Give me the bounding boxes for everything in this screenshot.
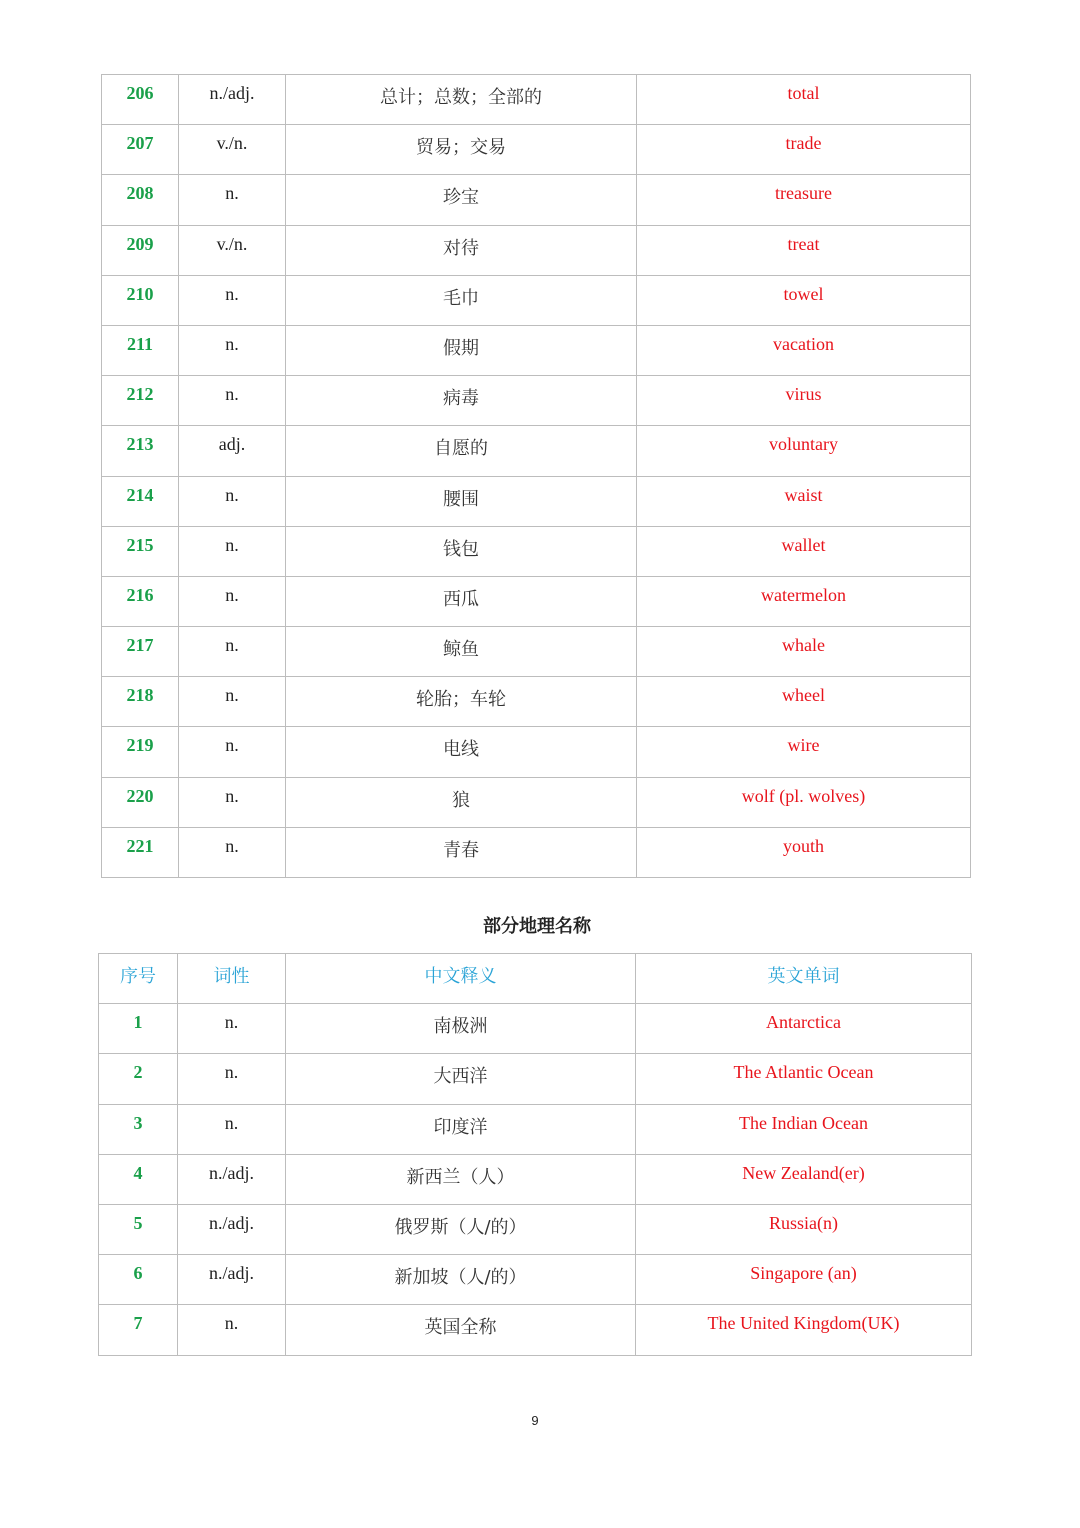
table-row: [99, 1054, 972, 1104]
page-number: 9: [531, 1413, 539, 1428]
part-of-speech: v./n.: [179, 125, 286, 175]
part-of-speech: n.: [179, 526, 286, 576]
table-row: [102, 325, 971, 375]
part-of-speech: n.: [179, 627, 286, 677]
english-word: vacation: [637, 325, 971, 375]
table-row: [99, 1255, 972, 1305]
row-number: 215: [102, 526, 179, 576]
table-row: [102, 526, 971, 576]
part-of-speech: n.: [179, 175, 286, 225]
row-number: 217: [102, 627, 179, 677]
english-word: waist: [637, 476, 971, 526]
english-word: total: [637, 75, 971, 125]
english-word: treasure: [637, 175, 971, 225]
english-word: whale: [637, 627, 971, 677]
geography-header-row: [99, 954, 972, 1004]
chinese-meaning: 新西兰（人）: [286, 1154, 636, 1204]
row-number: 3: [99, 1104, 178, 1154]
row-number: 210: [102, 275, 179, 325]
chinese-meaning: 新加坡（人/的）: [286, 1255, 636, 1305]
part-of-speech: n./adj.: [179, 75, 286, 125]
header-number: 序号: [99, 954, 178, 1004]
chinese-meaning: 假期: [286, 325, 637, 375]
row-number: 207: [102, 125, 179, 175]
vocabulary-table-body: [102, 75, 971, 878]
part-of-speech: n.: [178, 1054, 286, 1104]
header-english-word: 英文单词: [636, 954, 972, 1004]
chinese-meaning: 俄罗斯（人/的）: [286, 1204, 636, 1254]
row-number: 214: [102, 476, 179, 526]
part-of-speech: n./adj.: [178, 1154, 286, 1204]
english-word: trade: [637, 125, 971, 175]
english-word: The United Kingdom(UK): [636, 1305, 972, 1355]
english-word: Russia(n): [636, 1204, 972, 1254]
row-number: 6: [99, 1255, 178, 1305]
header-chinese-meaning: 中文释义: [286, 954, 636, 1004]
chinese-meaning: 钱包: [286, 526, 637, 576]
english-word: The Atlantic Ocean: [636, 1054, 972, 1104]
english-word: virus: [637, 376, 971, 426]
english-word: New Zealand(er): [636, 1154, 972, 1204]
part-of-speech: v./n.: [179, 225, 286, 275]
chinese-meaning: 毛巾: [286, 275, 637, 325]
part-of-speech: n.: [179, 376, 286, 426]
table-row: [102, 225, 971, 275]
part-of-speech: n.: [178, 1305, 286, 1355]
chinese-meaning: 青春: [286, 827, 637, 877]
chinese-meaning: 病毒: [286, 376, 637, 426]
part-of-speech: n./adj.: [178, 1255, 286, 1305]
english-word: Antarctica: [636, 1004, 972, 1054]
part-of-speech: n.: [179, 325, 286, 375]
english-word: treat: [637, 225, 971, 275]
table-row: [102, 777, 971, 827]
table-row: [102, 627, 971, 677]
row-number: 1: [99, 1004, 178, 1054]
english-word: The Indian Ocean: [636, 1104, 972, 1154]
english-word: youth: [637, 827, 971, 877]
row-number: 212: [102, 376, 179, 426]
table-row: [102, 75, 971, 125]
chinese-meaning: 西瓜: [286, 576, 637, 626]
english-word: towel: [637, 275, 971, 325]
part-of-speech: adj.: [179, 426, 286, 476]
row-number: 7: [99, 1305, 178, 1355]
part-of-speech: n.: [179, 827, 286, 877]
chinese-meaning: 英国全称: [286, 1305, 636, 1355]
part-of-speech: n./adj.: [178, 1204, 286, 1254]
part-of-speech: n.: [179, 476, 286, 526]
row-number: 219: [102, 727, 179, 777]
part-of-speech: n.: [178, 1004, 286, 1054]
table-row: [102, 275, 971, 325]
section-title: 部分地理名称: [483, 916, 591, 937]
english-word: wheel: [637, 677, 971, 727]
row-number: 220: [102, 777, 179, 827]
row-number: 4: [99, 1154, 178, 1204]
table-row: [102, 376, 971, 426]
chinese-meaning: 腰围: [286, 476, 637, 526]
part-of-speech: n.: [179, 275, 286, 325]
chinese-meaning: 贸易；交易: [286, 125, 637, 175]
english-word: wolf (pl. wolves): [637, 777, 971, 827]
table-row: [102, 175, 971, 225]
table-row: [102, 125, 971, 175]
english-word: Singapore (an): [636, 1255, 972, 1305]
row-number: 221: [102, 827, 179, 877]
table-row: [99, 1204, 972, 1254]
row-number: 209: [102, 225, 179, 275]
part-of-speech: n.: [178, 1104, 286, 1154]
table-row: [102, 426, 971, 476]
table-row: [99, 1305, 972, 1355]
english-word: watermelon: [637, 576, 971, 626]
table-row: [102, 827, 971, 877]
chinese-meaning: 鲸鱼: [286, 627, 637, 677]
part-of-speech: n.: [179, 727, 286, 777]
table-row: [102, 476, 971, 526]
table-row: [102, 727, 971, 777]
row-number: 218: [102, 677, 179, 727]
row-number: 208: [102, 175, 179, 225]
table-row: [102, 576, 971, 626]
table-row: [102, 677, 971, 727]
english-word: wallet: [637, 526, 971, 576]
row-number: 213: [102, 426, 179, 476]
row-number: 216: [102, 576, 179, 626]
vocabulary-table: [101, 74, 971, 878]
chinese-meaning: 电线: [286, 727, 637, 777]
row-number: 2: [99, 1054, 178, 1104]
part-of-speech: n.: [179, 677, 286, 727]
chinese-meaning: 珍宝: [286, 175, 637, 225]
chinese-meaning: 狼: [286, 777, 637, 827]
row-number: 211: [102, 325, 179, 375]
english-word: voluntary: [637, 426, 971, 476]
chinese-meaning: 自愿的: [286, 426, 637, 476]
geography-table-body: [99, 1004, 972, 1355]
table-row: [99, 1154, 972, 1204]
table-row: [99, 1004, 972, 1054]
chinese-meaning: 轮胎；车轮: [286, 677, 637, 727]
table-row: [99, 1104, 972, 1154]
part-of-speech: n.: [179, 576, 286, 626]
header-part-of-speech: 词性: [178, 954, 286, 1004]
row-number: 206: [102, 75, 179, 125]
chinese-meaning: 总计；总数；全部的: [286, 75, 637, 125]
geography-table: [98, 953, 972, 1356]
english-word: wire: [637, 727, 971, 777]
row-number: 5: [99, 1204, 178, 1254]
chinese-meaning: 对待: [286, 225, 637, 275]
part-of-speech: n.: [179, 777, 286, 827]
chinese-meaning: 南极洲: [286, 1004, 636, 1054]
chinese-meaning: 印度洋: [286, 1104, 636, 1154]
chinese-meaning: 大西洋: [286, 1054, 636, 1104]
